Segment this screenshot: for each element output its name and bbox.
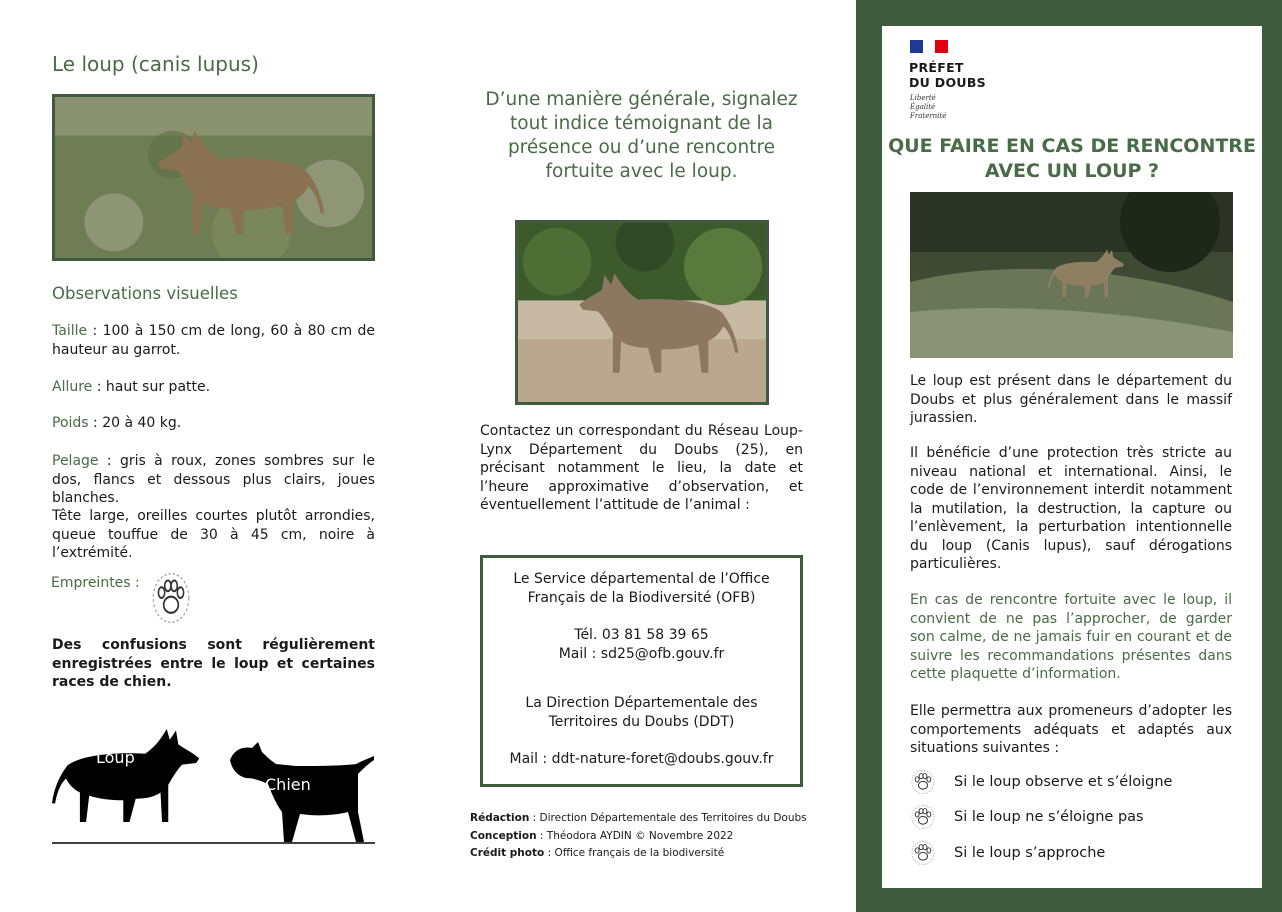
credit-redaction: Rédaction : Direction Départementale des Territoires du Doubs <box>470 812 807 824</box>
pelage-text: : gris à roux, zones sombres sur le dos, flancs et dessous plus clairs, joues blanches. <box>52 453 375 506</box>
protection-paragraph: Il bénéficie d’une protection très stricte au niveau national et international. Ainsi, le code de l’environnement interdit notamment la mutilation, la destruction, la capture ou l’enlèvement, la perturbation intentionnelle du loup (Canis lupus), sauf dérogations particulières. <box>910 445 1232 572</box>
empreintes-label: Empreintes : <box>51 575 140 591</box>
paw-icon <box>910 840 936 866</box>
observations-heading: Observations visuelles <box>52 284 238 303</box>
prefet-line-2: DU DOUBS <box>909 75 986 90</box>
paw-icon <box>910 769 936 795</box>
wolf-label: Loup <box>96 748 135 767</box>
tete-paragraph: Tête large, oreilles courtes plutôt arrondies, queue touffue de 30 à 45 cm, noire à l’extrémité. <box>52 508 375 561</box>
situation-label: Si le loup ne s’éloigne pas <box>954 809 1144 825</box>
situation-item <box>910 803 1240 831</box>
credits <box>470 810 810 863</box>
allure-label: Allure <box>52 379 93 395</box>
situation-item <box>910 768 1240 796</box>
walkers-paragraph: Elle permettra aux promeneurs d’adopter les comportements adéquats et adaptés aux situations suivantes : <box>910 703 1232 756</box>
prefet-line-1: PRÉFET <box>909 60 964 75</box>
french-flag-icon <box>910 40 948 53</box>
situation-label: Si le loup observe et s’éloigne <box>954 774 1173 790</box>
wolf-photo-1 <box>52 94 375 261</box>
republic-motto: Liberté Égalité Fraternité <box>910 94 947 120</box>
paw-icon <box>910 804 936 830</box>
paw-print-icon <box>150 571 192 625</box>
ofb-name: Le Service départemental de l’Office Français de la Biodiversité (OFB) <box>513 571 770 606</box>
credit-photo: Crédit photo : Office français de la biodiversité <box>470 847 725 859</box>
confusion-paragraph: Des confusions sont régulièrement enregistrées entre le loup et certaines races de chien. <box>52 637 375 690</box>
presence-paragraph: Le loup est présent dans le département du Doubs et plus généralement dans le massif jurassien. <box>910 373 1232 426</box>
contact-box <box>480 555 803 787</box>
dog-label: Chien <box>265 775 311 794</box>
prefet-logo <box>909 60 986 90</box>
situation-item <box>910 839 1240 867</box>
ddt-name: La Direction Départementale des Territoires du Doubs (DDT) <box>525 695 758 730</box>
taille-text: : 100 à 150 cm de long, 60 à 80 cm de hauteur au garrot. <box>52 323 375 358</box>
poids-label: Poids <box>52 415 89 431</box>
taille-paragraph <box>52 322 375 359</box>
wolf-dog-silhouettes <box>52 712 375 848</box>
encounter-paragraph: En cas de rencontre fortuite avec le loup, il convient de ne pas l’approcher, de garder son calme, de ne jamais fuir en courant et de suivre les recommandations présentes dans cette plaquette d’information. <box>910 592 1232 682</box>
poids-paragraph <box>52 414 375 433</box>
wolf-photo-3 <box>910 192 1233 358</box>
poids-text: : 20 à 40 kg. <box>88 415 182 431</box>
credit-conception: Conception : Théodora AYDIN © Novembre 2022 <box>470 829 734 842</box>
wolf-title: Le loup (canis lupus) <box>52 52 259 76</box>
taille-label: Taille <box>52 323 88 339</box>
pelage-paragraph <box>52 452 375 508</box>
what-to-do-title: QUE FAIRE EN CAS DE RENCONTRE AVEC UN LOUP ? <box>888 135 1256 182</box>
pelage-label: Pelage <box>52 453 99 469</box>
ddt-mail: Mail : ddt-nature-foret@doubs.gouv.fr <box>509 751 774 767</box>
allure-text: : haut sur patte. <box>92 379 211 395</box>
right-card <box>882 26 1262 888</box>
ofb-phone: Tél. 03 81 58 39 65 <box>574 627 709 643</box>
contact-paragraph: Contactez un correspondant du Réseau Loup-Lynx Département du Doubs (25), en précisant notamment le lieu, la date et l’heure approximative d’observation, et éventuellement l’attitude de l’animal : <box>480 423 803 513</box>
situation-label: Si le loup s’approche <box>954 845 1106 861</box>
ofb-mail: Mail : sd25@ofb.gouv.fr <box>558 645 725 662</box>
report-quote: D’une manière générale, signalez tout indice témoignant de la présence ou d’une rencontre fortuite avec le loup. <box>485 89 798 182</box>
wolf-silhouette-icon <box>52 729 199 822</box>
allure-paragraph <box>52 378 375 397</box>
wolf-photo-2 <box>515 220 769 405</box>
